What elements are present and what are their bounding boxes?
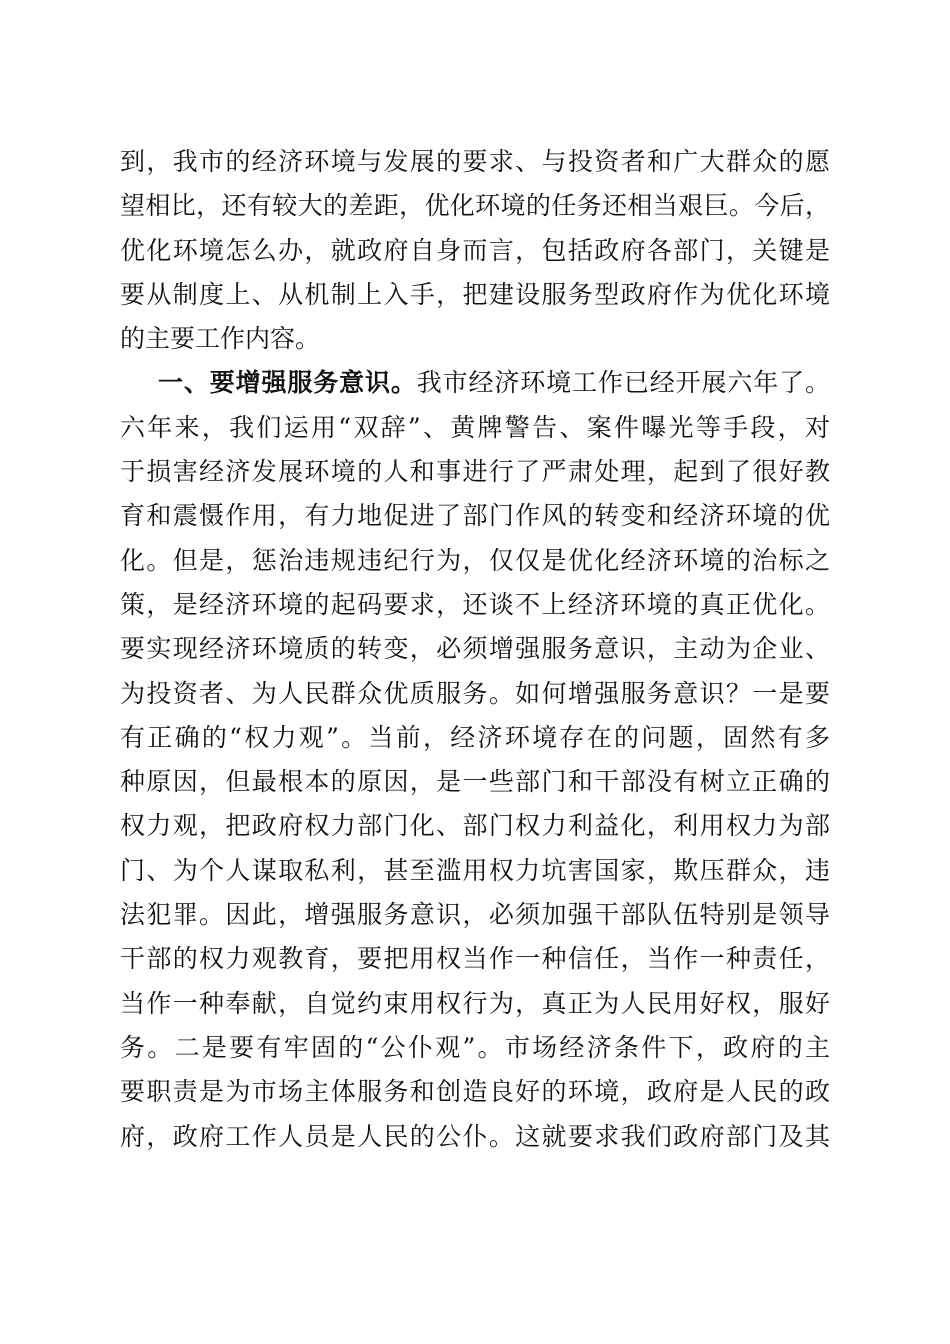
text-line: 策，是经济环境的起码要求，还谈不上经济环境的真正优化。	[120, 589, 830, 619]
text-line: 当作一种奉献，自觉约束用权行为，真正为人民用好权，服好	[120, 988, 830, 1018]
text-line: 的主要工作内容。	[120, 324, 321, 354]
text-line: 为投资者、为人民群众优质服务。如何增强服务意识？一是要	[120, 678, 830, 708]
text-line: 有正确的“权力观”。当前，经济环境存在的问题，固然有多	[120, 722, 830, 752]
text-line: 权力观，把政府权力部门化、部门权力利益化，利用权力为部	[120, 811, 830, 841]
heading-line-text: 我市经济环境工作已经开展六年了。	[416, 368, 830, 398]
text-line: 望相比，还有较大的差距，优化环境的任务还相当艰巨。今后，	[120, 191, 830, 221]
body-text	[120, 140, 830, 1159]
text-line: 种原因，但最根本的原因，是一些部门和干部没有树立正确的	[120, 767, 830, 797]
section-heading: 一、要增强服务意识。	[158, 368, 417, 398]
section-heading-line	[120, 361, 830, 405]
text-line: 六年来，我们运用“双辞”、黄牌警告、案件曝光等手段，对	[120, 412, 830, 442]
text-line: 育和震慑作用，有力地促进了部门作风的转变和经济环境的优	[120, 501, 830, 531]
paragraph-1	[120, 140, 830, 361]
text-line: 化。但是，惩治违规违纪行为，仅仅是优化经济环境的治标之	[120, 545, 830, 575]
text-line: 于损害经济发展环境的人和事进行了严肃处理，起到了很好教	[120, 457, 830, 487]
text-line: 法犯罪。因此，增强服务意识，必须加强干部队伍特别是领导	[120, 900, 830, 930]
text-line: 要实现经济环境质的转变，必须增强服务意识，主动为企业、	[120, 634, 830, 664]
text-line: 干部的权力观教育，要把用权当作一种信任，当作一种责任，	[120, 944, 830, 974]
text-line: 到，我市的经济环境与发展的要求、与投资者和广大群众的愿	[120, 147, 830, 176]
text-line: 要职责是为市场主体服务和创造良好的环境，政府是人民的政	[120, 1077, 830, 1107]
paragraph-2	[120, 361, 830, 1158]
text-line: 优化环境怎么办，就政府自身而言，包括政府各部门，关键是	[120, 235, 830, 265]
text-line: 务。二是要有牢固的“公仆观”。市场经济条件下，政府的主	[120, 1032, 830, 1062]
text-line: 要从制度上、从机制上入手，把建设服务型政府作为优化环境	[120, 279, 830, 309]
text-line: 门、为个人谋取私利，甚至滥用权力坑害国家，欺压群众，违	[120, 855, 830, 885]
text-line: 府，政府工作人员是人民的公仆。这就要求我们政府部门及其	[120, 1121, 830, 1151]
